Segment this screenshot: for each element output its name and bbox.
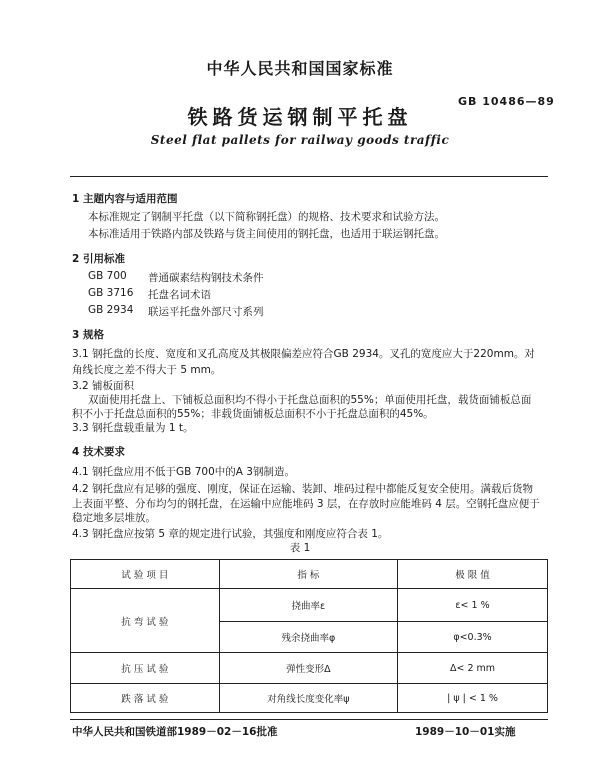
document-title-english: Steel flat pallets for railway goods traffic bbox=[150, 133, 450, 147]
implementation-date: 1989－10－01实施 bbox=[415, 726, 516, 738]
ref-code: GB 3716 bbox=[88, 287, 134, 299]
table-cell-limit: Δ< 2 mm bbox=[398, 653, 548, 684]
section-1-heading: 1 主题内容与适用范围 bbox=[72, 193, 178, 205]
table-cell-indicator: 对角线长度变化率ψ bbox=[219, 684, 397, 713]
table-row bbox=[71, 589, 548, 622]
table-cell-item: 抗 压 试 验 bbox=[71, 653, 220, 684]
clause-3-3: 3.3 钢托盘载重量为 1 t。 bbox=[72, 422, 194, 434]
clause-3-2-line-2: 积不小于托盘总面积的55%；非载货面铺板总面积不小于托盘总面积的45%。 bbox=[72, 408, 434, 420]
clause-3-1-line-2: 角线长度之差不得大于 5 mm。 bbox=[72, 364, 222, 376]
section-1-paragraph-1: 本标准规定了钢制平托盘（以下简称钢托盘）的规格、技术要求和试验方法。 bbox=[88, 211, 445, 223]
table-cell-indicator: 残余挠曲率φ bbox=[219, 622, 397, 653]
table-row bbox=[71, 684, 548, 713]
section-3-heading: 3 规格 bbox=[72, 329, 104, 341]
document-title: 铁路货运钢制平托盘 bbox=[187, 105, 413, 129]
header-cell: 试 验 项 目 bbox=[71, 560, 220, 589]
section-2-heading: 2 引用标准 bbox=[72, 253, 125, 265]
table-cell-item: 抗 弯 试 验 bbox=[71, 589, 220, 653]
footer-divider bbox=[70, 719, 548, 720]
ref-code: GB 700 bbox=[88, 270, 127, 282]
clause-4-2-line-2: 上表面平整、分布均匀的钢托盘，在运输中应能堆码 3 层，在存放时应能堆码 4 层。空钢托盘应便于 bbox=[72, 498, 540, 510]
test-requirements-table bbox=[70, 559, 548, 713]
clause-4-1: 4.1 钢托盘应用不低于GB 700中的A 3钢制造。 bbox=[72, 466, 295, 478]
clause-3-2-line-1: 双面使用托盘上、下铺板总面积均不得小于托盘总面积的55%；单面使用托盘，载货面铺板总面 bbox=[88, 394, 532, 406]
clause-4-3: 4.3 钢托盘应按第 5 章的规定进行试验，其强度和刚度应符合表 1。 bbox=[72, 528, 389, 540]
table-cell-limit: | ψ | < 1 % bbox=[398, 684, 548, 713]
clause-3-2-heading: 3.2 铺板面积 bbox=[72, 380, 135, 392]
header-divider bbox=[70, 176, 548, 177]
ref-name: 联运平托盘外部尺寸系列 bbox=[148, 306, 264, 318]
clause-4-2-line-3: 稳定地多层堆放。 bbox=[72, 512, 156, 524]
table-cell-limit: φ<0.3% bbox=[398, 622, 548, 653]
header-cell: 指 标 bbox=[219, 560, 397, 589]
header-cell: 极 限 值 bbox=[398, 560, 548, 589]
issuing-organization: 中华人民共和国国家标准 bbox=[206, 59, 394, 78]
ref-name: 普通碳素结构钢技术条件 bbox=[148, 272, 264, 284]
table-cell-indicator: 挠曲率ε bbox=[219, 589, 397, 622]
section-1-paragraph-2: 本标准适用于铁路内部及铁路与货主间使用的钢托盘，也适用于联运钢托盘。 bbox=[88, 228, 445, 240]
table-caption: 表 1 bbox=[289, 542, 311, 554]
clause-4-2-line-1: 4.2 钢托盘应有足够的强度、刚度，保证在运输、装卸、堆码过程中都能反复安全使用。满载后货物 bbox=[72, 483, 534, 495]
table-cell-indicator: 弹性变形Δ bbox=[219, 653, 397, 684]
standard-number: GB 10486—89 bbox=[458, 95, 555, 108]
ref-code: GB 2934 bbox=[88, 304, 134, 316]
table-header-row bbox=[71, 560, 548, 589]
table-row bbox=[71, 653, 548, 684]
table-cell-item: 跌 落 试 验 bbox=[71, 684, 220, 713]
section-4-heading: 4 技术要求 bbox=[72, 446, 125, 458]
ref-name: 托盘名词术语 bbox=[148, 289, 211, 301]
table-cell-limit: ε< 1 % bbox=[398, 589, 548, 622]
clause-3-1-line-1: 3.1 钢托盘的长度、宽度和叉孔高度及其极限偏差应符合GB 2934。叉孔的宽度应大于220mm。对 bbox=[72, 348, 535, 360]
approval-statement: 中华人民共和国铁道部1989－02－16批准 bbox=[72, 726, 278, 738]
